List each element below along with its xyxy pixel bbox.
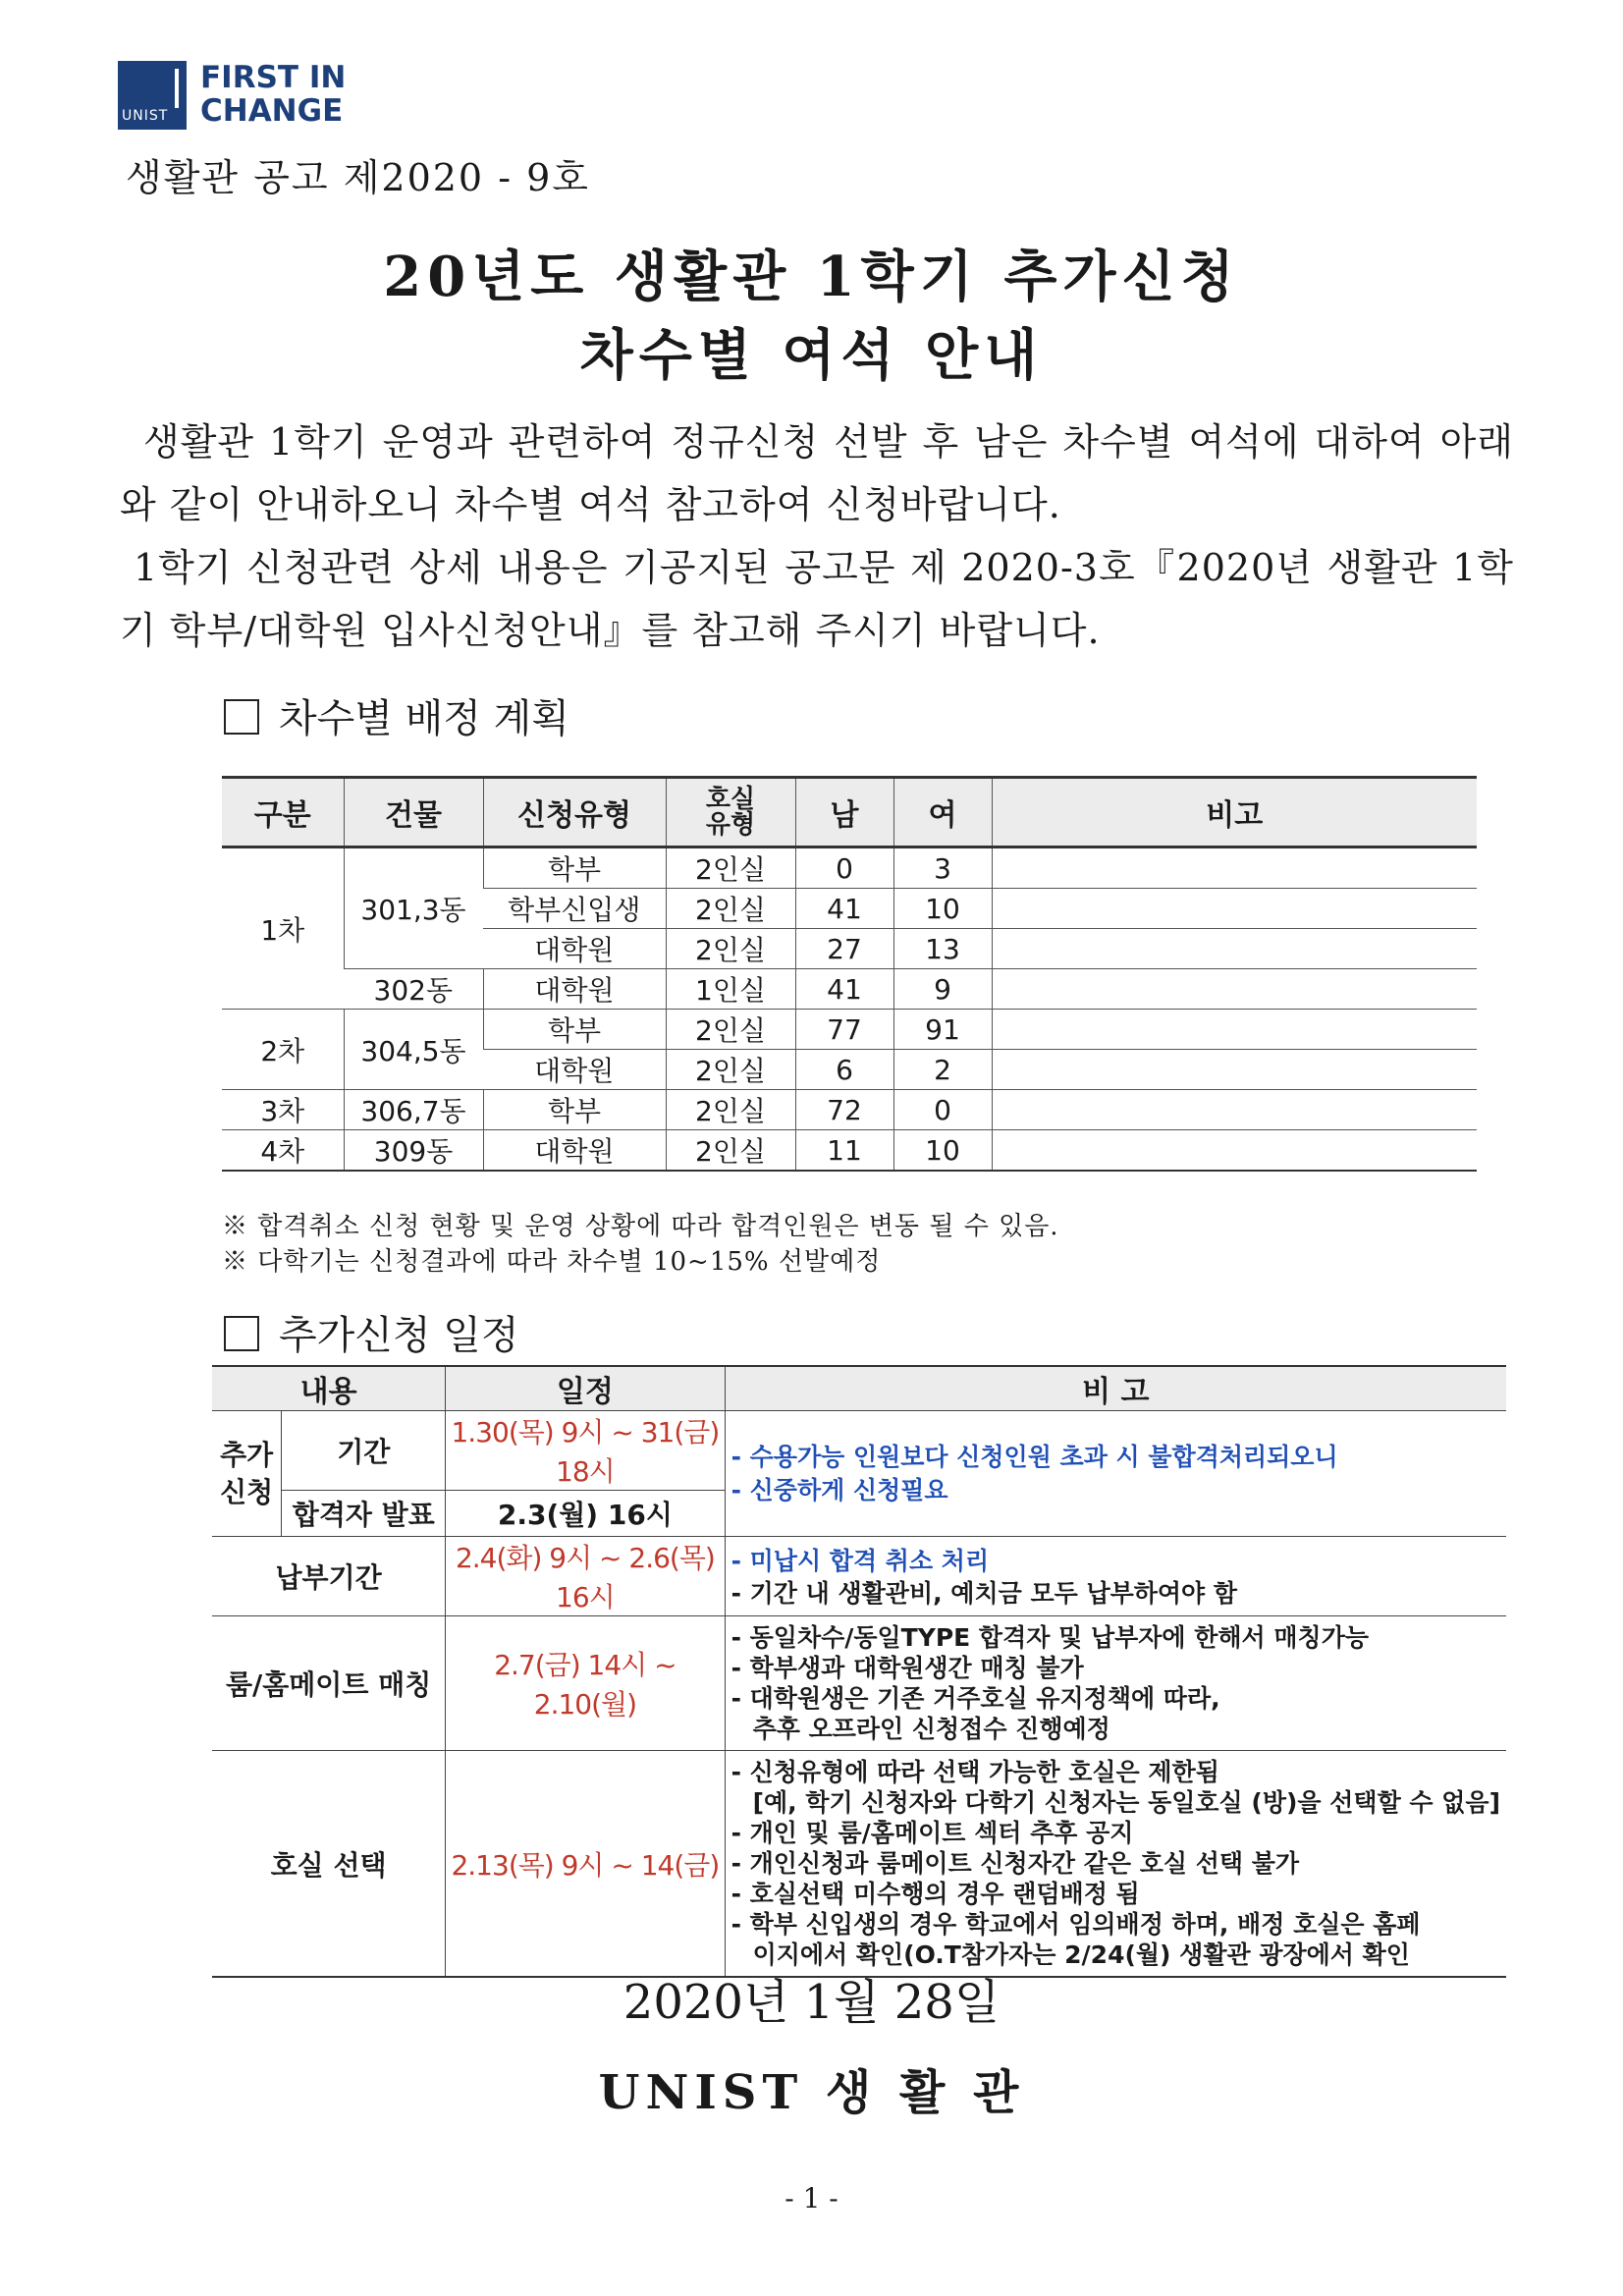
building-cell: 304,5동 bbox=[344, 1010, 483, 1090]
reference-paragraph: 1학기 신청관련 상세 내용은 기공지된 공고문 제 2020-3호『2020년 생활관 1학기 학부/대학원 입사신청안내』를 참고해 주시기 바랍니다. bbox=[120, 546, 1514, 652]
logo-mark-text: UNIST bbox=[122, 108, 169, 124]
male-count-cell: 0 bbox=[795, 847, 893, 889]
label-room-select: 호실 선택 bbox=[212, 1751, 446, 1978]
table-row bbox=[212, 1751, 1506, 1978]
building-cell: 302동 bbox=[344, 969, 483, 1010]
notice-number: 생활관 공고 제2020 - 9호 bbox=[126, 156, 590, 199]
female-count-cell: 3 bbox=[893, 847, 992, 889]
header-apply-type: 신청유형 bbox=[483, 778, 666, 847]
date-payment: 2.4(화) 9시 ~ 2.6(목) 16시 bbox=[446, 1537, 725, 1616]
room-type-cell: 2인실 bbox=[666, 929, 795, 969]
male-count-cell: 41 bbox=[795, 889, 893, 929]
logo-mark bbox=[118, 61, 187, 130]
apply-type-cell: 대학원 bbox=[483, 1050, 666, 1090]
remarks-room-select: - 신청유형에 따라 선택 가능한 호실은 제한됨 [예, 학기 신청자와 다학기 신청자는 동일호실 (방)을 선택할 수 없음] - 개인 및 룸/홈메이트 섹터 추후 공지 - 개인신청과 룸메이트 신청자간 같은 호실 선택 불가 - 호실선택 미수행의 경우 랜덤배정 됨 - 학부 신입생의 경우 학교에서 임의배정 하며, 배정 호실은 홈페 이지에서 확인(O.T참가자는 2/24(월) 생활관 광장에서 확인 bbox=[725, 1751, 1506, 1978]
table-row bbox=[222, 969, 1477, 1010]
issue-date: 2020년 1월 28일 bbox=[622, 1975, 1001, 2030]
table-row bbox=[222, 1010, 1477, 1050]
male-count-cell: 72 bbox=[795, 1090, 893, 1130]
logo-line-2: CHANGE bbox=[200, 93, 344, 129]
male-count-cell: 6 bbox=[795, 1050, 893, 1090]
header-building: 건물 bbox=[344, 778, 483, 847]
header-content: 내용 bbox=[212, 1366, 446, 1411]
female-count-cell: 0 bbox=[893, 1090, 992, 1130]
page-number: - 1 - bbox=[784, 2182, 839, 2214]
female-count-cell: 10 bbox=[893, 1130, 992, 1172]
table-row bbox=[222, 1130, 1477, 1172]
table-row bbox=[222, 1090, 1477, 1130]
note-change: ※ 합격취소 신청 현황 및 운영 상황에 따라 합격인원은 변동 될 수 있음. bbox=[222, 1212, 1059, 1241]
page-title-line-1: 20년도 생활관 1학기 추가신청 bbox=[383, 245, 1240, 309]
header-remarks: 비 고 bbox=[725, 1366, 1506, 1411]
header-room-type: 호실 유형 bbox=[666, 778, 795, 847]
building-cell: 306,7동 bbox=[344, 1090, 483, 1130]
section-allocation-heading bbox=[224, 687, 569, 743]
note-multi-semester: ※ 다학기는 신청결과에 따라 차수별 10~15% 선발예정 bbox=[222, 1247, 882, 1277]
page-title-line-2: 차수별 여석 안내 bbox=[579, 323, 1044, 388]
section-schedule-heading bbox=[224, 1304, 519, 1360]
note-cell bbox=[992, 1050, 1477, 1090]
female-count-cell: 9 bbox=[893, 969, 992, 1010]
group-label-additional: 추가 신청 bbox=[212, 1411, 282, 1537]
room-type-cell: 2인실 bbox=[666, 1130, 795, 1172]
male-count-cell: 77 bbox=[795, 1010, 893, 1050]
remarks-apply: - 수용가능 인원보다 신청인원 초과 시 불합격처리되오니 - 신중하게 신청필요 bbox=[725, 1411, 1506, 1537]
note-cell bbox=[992, 929, 1477, 969]
table-row bbox=[212, 1537, 1506, 1616]
building-cell: 309동 bbox=[344, 1130, 483, 1172]
remarks-matching: - 동일차수/동일TYPE 합격자 및 납부자에 한해서 매칭가능 - 학부생과 대학원생간 매칭 불가 - 대학원생은 기존 거주호실 유지정책에 따라, 추후 오프라인 신청접수 진행예정 bbox=[725, 1616, 1506, 1751]
table-row bbox=[212, 1411, 1506, 1491]
checkbox-icon bbox=[224, 699, 259, 735]
remarks-payment: - 미납시 합격 취소 처리 - 기간 내 생활관비, 예치금 모두 납부하여야 함 bbox=[725, 1537, 1506, 1616]
phase-cell: 3차 bbox=[222, 1090, 344, 1130]
female-count-cell: 2 bbox=[893, 1050, 992, 1090]
room-type-cell: 2인실 bbox=[666, 889, 795, 929]
header-note: 비고 bbox=[992, 778, 1477, 847]
note-cell bbox=[992, 1090, 1477, 1130]
apply-type-cell: 학부 bbox=[483, 1010, 666, 1050]
note-cell bbox=[992, 1130, 1477, 1172]
label-announcement: 합격자 발표 bbox=[282, 1491, 446, 1537]
note-cell bbox=[992, 847, 1477, 889]
date-room-select: 2.13(목) 9시 ~ 14(금) bbox=[446, 1751, 725, 1978]
intro-paragraph: 생활관 1학기 운영과 관련하여 정규신청 선발 후 남은 차수별 여석에 대하여 아래와 같이 안내하오니 차수별 여석 참고하여 신청바랍니다. bbox=[120, 420, 1514, 526]
section-schedule-title: 추가신청 일정 bbox=[279, 1313, 519, 1358]
female-count-cell: 10 bbox=[893, 889, 992, 929]
room-type-cell: 2인실 bbox=[666, 847, 795, 889]
table-header-row bbox=[212, 1366, 1506, 1411]
apply-type-cell: 학부신입생 bbox=[483, 889, 666, 929]
date-announcement: 2.3(월) 16시 bbox=[446, 1491, 725, 1537]
apply-type-cell: 학부 bbox=[483, 847, 666, 889]
date-matching: 2.7(금) 14시 ~ 2.10(월) bbox=[446, 1616, 725, 1751]
room-type-cell: 2인실 bbox=[666, 1090, 795, 1130]
male-count-cell: 41 bbox=[795, 969, 893, 1010]
table-header-row bbox=[222, 778, 1477, 847]
checkbox-icon bbox=[224, 1316, 259, 1351]
apply-type-cell: 대학원 bbox=[483, 1130, 666, 1172]
allocation-table bbox=[222, 776, 1477, 1172]
female-count-cell: 91 bbox=[893, 1010, 992, 1050]
phase-cell: 2차 bbox=[222, 1010, 344, 1090]
label-matching: 룸/홈메이트 매칭 bbox=[212, 1616, 446, 1751]
male-count-cell: 27 bbox=[795, 929, 893, 969]
room-type-cell: 1인실 bbox=[666, 969, 795, 1010]
issuing-organization: UNIST 생 활 관 bbox=[598, 2065, 1025, 2120]
note-cell bbox=[992, 889, 1477, 929]
room-type-cell: 2인실 bbox=[666, 1010, 795, 1050]
male-count-cell: 11 bbox=[795, 1130, 893, 1172]
table-row bbox=[212, 1616, 1506, 1751]
schedule-table bbox=[212, 1365, 1506, 1978]
date-period: 1.30(목) 9시 ~ 31(금) 18시 bbox=[446, 1411, 725, 1491]
female-count-cell: 13 bbox=[893, 929, 992, 969]
apply-type-cell: 대학원 bbox=[483, 969, 666, 1010]
logo-slogan bbox=[200, 61, 346, 128]
room-type-cell: 2인실 bbox=[666, 1050, 795, 1090]
apply-type-cell: 학부 bbox=[483, 1090, 666, 1130]
header-male: 남 bbox=[795, 778, 893, 847]
header-schedule: 일정 bbox=[446, 1366, 725, 1411]
note-cell bbox=[992, 969, 1477, 1010]
label-period: 기간 bbox=[282, 1411, 446, 1491]
logo-line-1: FIRST IN bbox=[200, 60, 347, 95]
header-phase: 구분 bbox=[222, 778, 344, 847]
apply-type-cell: 대학원 bbox=[483, 929, 666, 969]
section-allocation-title: 차수별 배정 계획 bbox=[279, 696, 569, 741]
note-cell bbox=[992, 1010, 1477, 1050]
header-female: 여 bbox=[893, 778, 992, 847]
table-row bbox=[222, 847, 1477, 889]
label-payment: 납부기간 bbox=[212, 1537, 446, 1616]
building-cell: 301,3동 bbox=[344, 847, 483, 969]
phase-cell: 1차 bbox=[222, 847, 344, 1010]
phase-cell: 4차 bbox=[222, 1130, 344, 1172]
